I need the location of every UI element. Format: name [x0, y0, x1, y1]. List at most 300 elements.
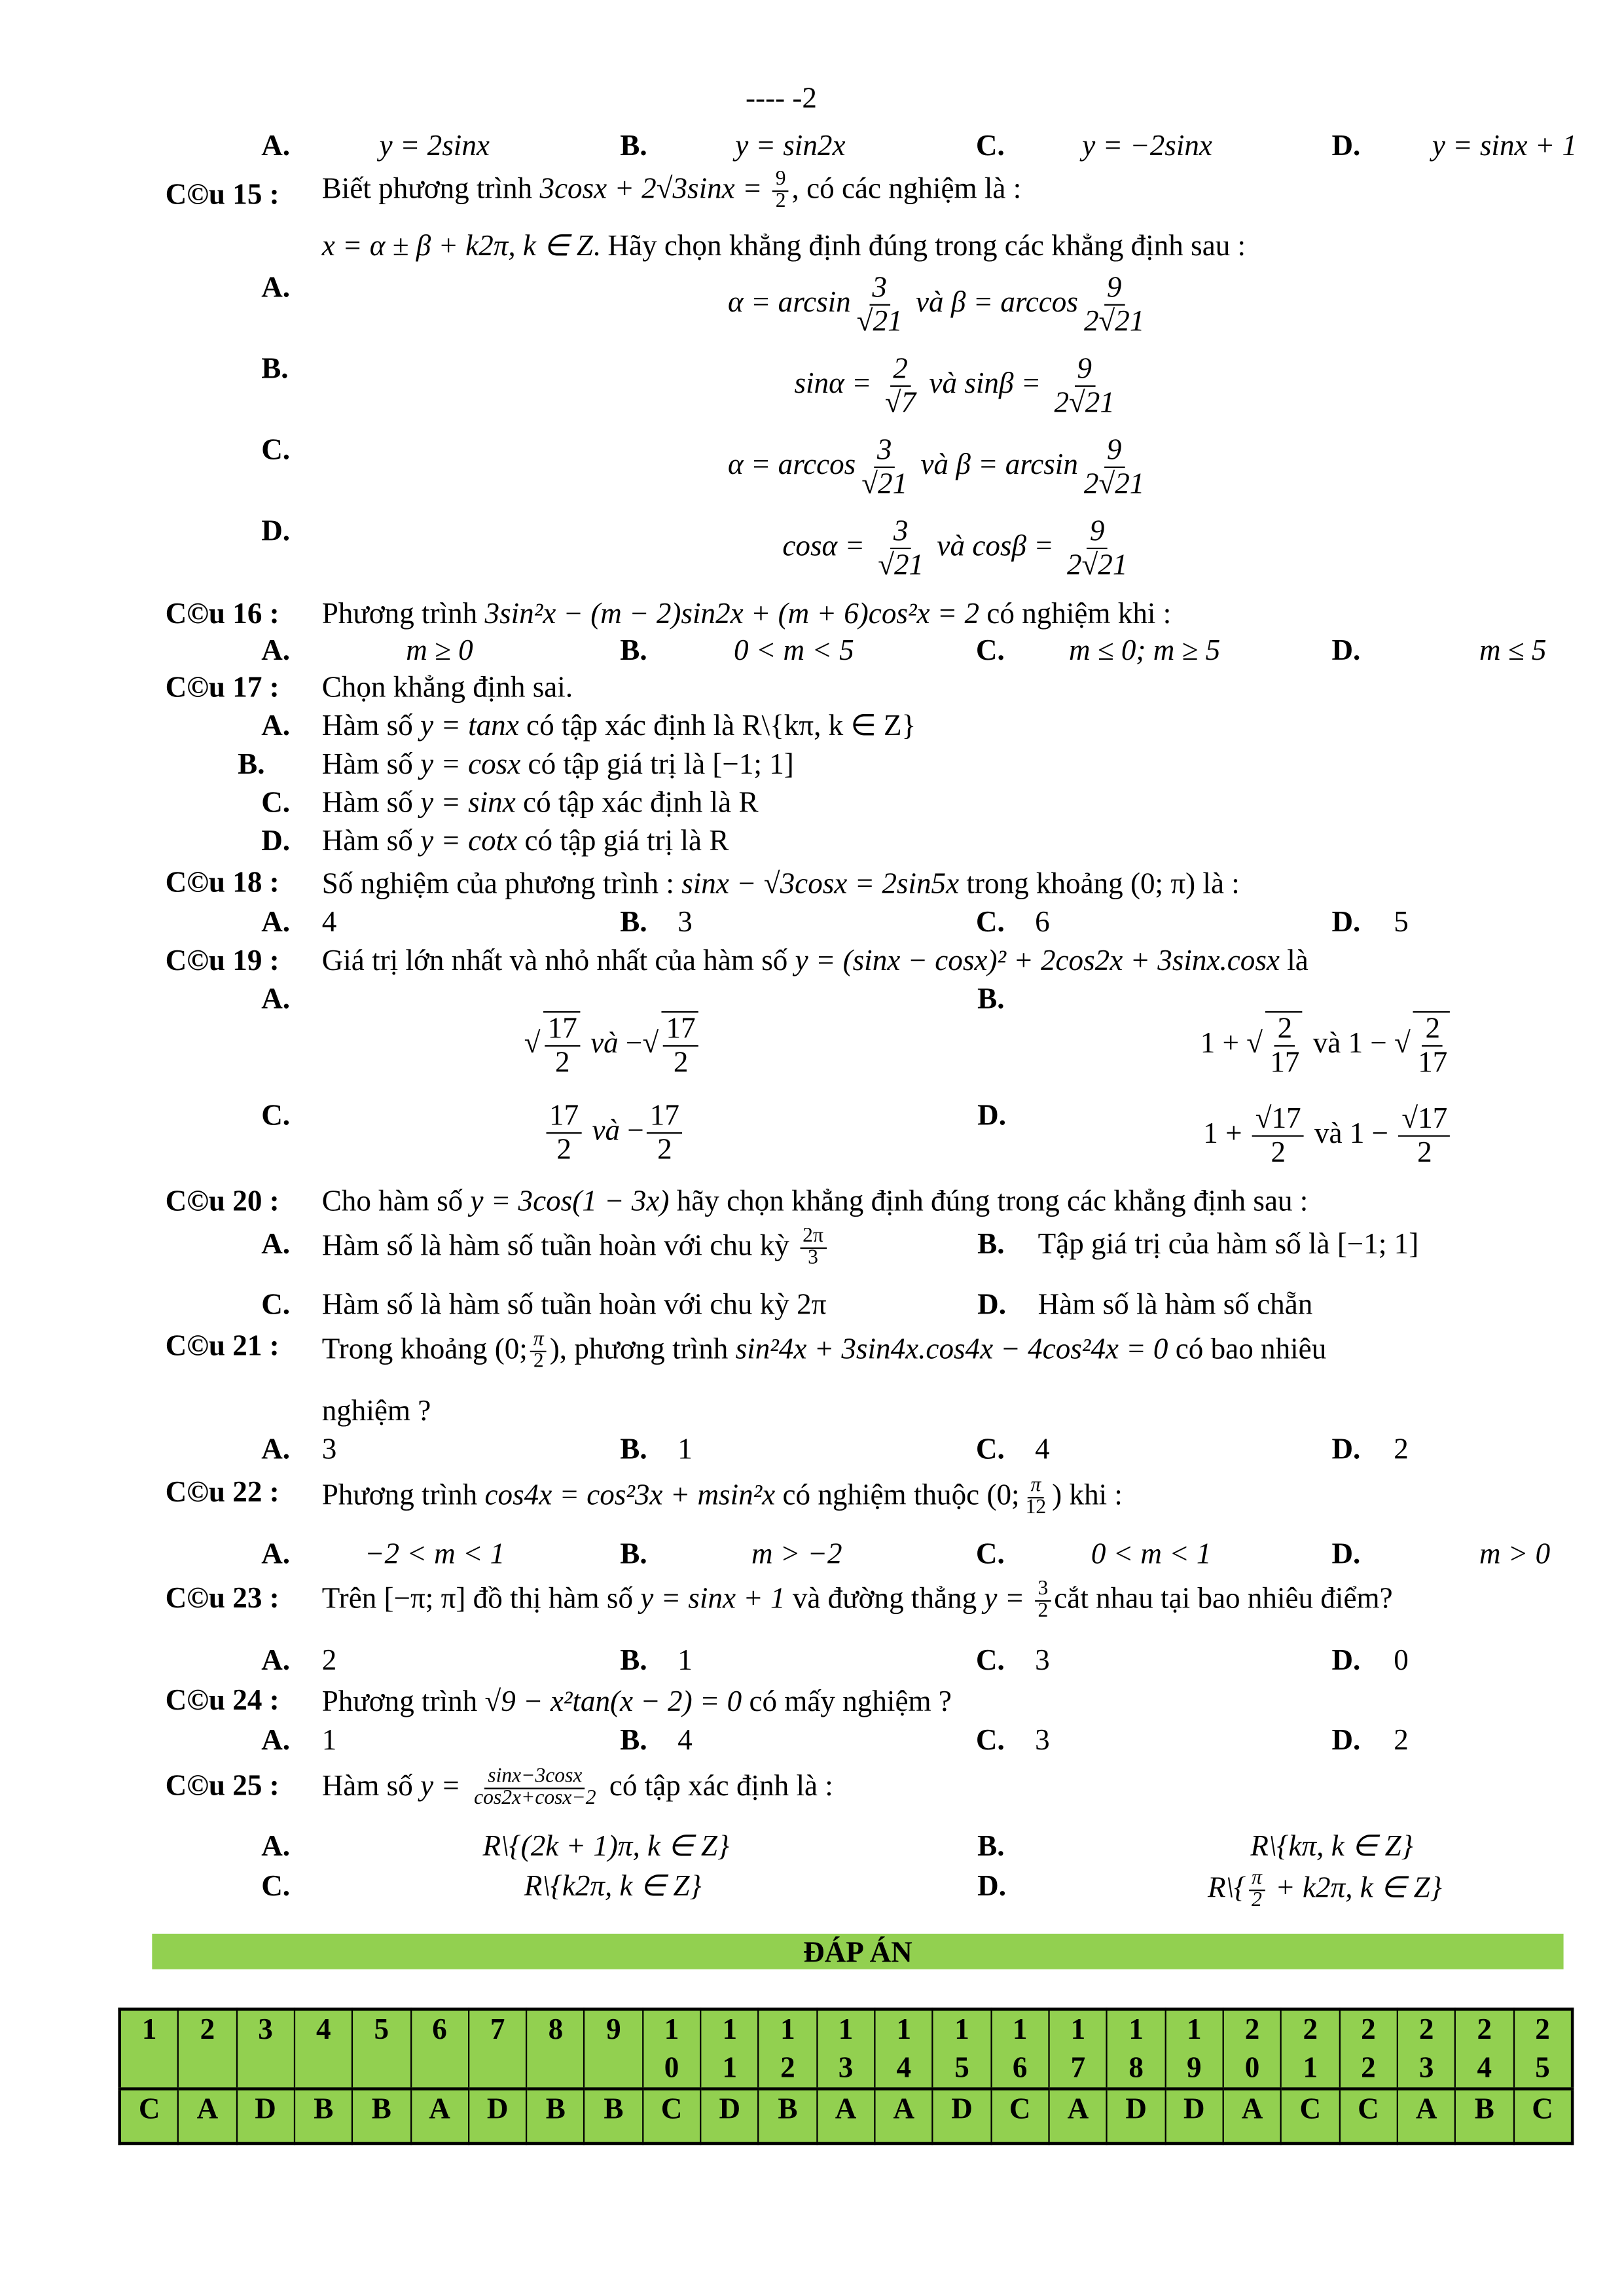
option-text: 2 — [1394, 1724, 1409, 1757]
option-label: C. — [975, 130, 1005, 163]
option-text: R\{(2k + 1)π, k ∈ Z} — [482, 1830, 730, 1863]
fraction — [471, 1767, 599, 1810]
numerator: 9 — [1087, 515, 1108, 549]
numerator: 3 — [869, 272, 890, 306]
option-label: A. — [261, 1830, 291, 1863]
question-label: C©u 25 : — [165, 1770, 280, 1803]
denominator: 2 — [1271, 1136, 1286, 1170]
answer-cell: B — [527, 2089, 585, 2144]
stem-text: , phương trình — [559, 1333, 736, 1366]
question-number-cell: 3 — [236, 2009, 295, 2089]
answer-key-title: ĐÁP ÁN — [152, 1934, 1563, 1969]
question-stem-line2 — [322, 230, 1246, 263]
formula-text: và — [585, 1115, 628, 1147]
formula-text: và — [922, 367, 965, 401]
numerator: 17 — [547, 1100, 582, 1134]
numerator: 2 — [1422, 1013, 1443, 1047]
formula-text: và — [908, 286, 951, 319]
question-stem — [322, 1477, 1123, 1519]
option-label: D. — [1331, 634, 1361, 668]
question-stem — [322, 1767, 833, 1810]
question-stem — [322, 1686, 952, 1719]
option-text: 1 — [321, 1724, 337, 1757]
option-label: A. — [261, 272, 291, 304]
question-label: C©u 18 : — [165, 866, 280, 899]
answer-cell: B — [295, 2089, 353, 2144]
question-label: C©u 16 : — [165, 598, 280, 631]
question-stem — [322, 598, 1172, 630]
option-text: 5 — [1394, 906, 1409, 939]
question-number-cell: 1 — [120, 2009, 179, 2089]
option-label: A. — [261, 906, 291, 939]
option-text: y = 2sinx — [379, 130, 490, 163]
option-label: C. — [261, 1100, 291, 1132]
question-number-cell: 8 — [527, 2009, 585, 2089]
option-label: C. — [975, 906, 1005, 939]
answer-cell: D — [700, 2089, 759, 2144]
option-label: C. — [975, 1644, 1005, 1677]
stem-math: ) — [1052, 1479, 1062, 1512]
denominator: 2 — [556, 1134, 571, 1166]
stem-math: y = 3cos(1 − 3x) — [470, 1185, 670, 1218]
answer-cell: B — [759, 2089, 817, 2144]
question-stem — [322, 868, 1240, 901]
numerator: sinx−3cosx — [485, 1767, 585, 1789]
denominator: 2√21 — [1083, 305, 1145, 338]
option-label: D. — [1331, 1538, 1361, 1571]
question-stem: Chọn khẳng định sai. — [321, 672, 573, 704]
answer-cell: C — [643, 2089, 701, 2144]
text: có tập giá trị là [−1; 1] — [520, 748, 794, 781]
option-a-formula: √ $\frac{17}{2}$ và −√ $\frac{17}{2}$ — [524, 1004, 702, 1084]
option-text: 4 — [1035, 1433, 1050, 1466]
formula-text: và — [583, 1027, 626, 1060]
option-text: m ≤ 5 — [1479, 634, 1547, 668]
option-label: D. — [1331, 906, 1361, 939]
option-label: A. — [261, 1538, 291, 1571]
option-text: 4 — [677, 1724, 693, 1757]
stem-text: Giá trị lớn nhất và nhỏ nhất của hàm số — [321, 944, 795, 978]
option-text: 1 — [677, 1644, 693, 1677]
option-text: 3 — [1035, 1724, 1050, 1757]
fraction — [772, 170, 789, 212]
denominator: 2√21 — [1083, 467, 1145, 501]
answer-cell: A — [1398, 2089, 1456, 2144]
stem-text: hãy chọn khẳng định đúng trong các khẳng định sau : — [669, 1185, 1308, 1218]
answer-cell: D — [469, 2089, 527, 2144]
numerator: 9 — [1104, 272, 1125, 306]
option-text — [322, 787, 759, 819]
fraction — [859, 434, 911, 500]
option-label: A. — [261, 709, 291, 743]
denominator: 2√21 — [1066, 549, 1128, 582]
question-stem — [322, 1185, 1308, 1218]
option-label: A. — [261, 1228, 291, 1261]
numerator: 3 — [1035, 1579, 1051, 1602]
fraction — [1051, 353, 1117, 419]
denominator: 2 — [1252, 1890, 1262, 1912]
option-text — [322, 825, 729, 858]
denominator: 2 — [673, 1047, 689, 1080]
option-label: A. — [261, 1644, 291, 1677]
stem-text: và đường thẳng — [785, 1583, 984, 1615]
formula-text: cosβ = — [972, 529, 1061, 563]
answer-cell: A — [875, 2089, 933, 2144]
question-stem — [322, 170, 1022, 212]
numerator: 2 — [890, 353, 911, 387]
question-label: C©u 23 : — [165, 1582, 280, 1615]
option-text: m > 0 — [1479, 1538, 1551, 1571]
question-number-cell: 1 3 — [817, 2009, 875, 2089]
question-number-cell: 2 4 — [1456, 2009, 1514, 2089]
option-d-formula — [782, 515, 1133, 581]
question-stem-line2: nghiệm ? — [321, 1395, 431, 1428]
answer-key-row — [120, 2089, 1572, 2144]
formula-text: và — [913, 448, 956, 482]
fraction — [547, 1100, 582, 1166]
denominator: 17 — [1418, 1047, 1448, 1080]
option-label: C. — [975, 1433, 1005, 1466]
numerator: π — [1028, 1477, 1044, 1499]
answer-cell: A — [179, 2089, 237, 2144]
option-text: R\{kπ, k ∈ Z} — [1250, 1830, 1413, 1863]
option-label: D. — [977, 1100, 1007, 1132]
stem-math: y = — [984, 1583, 1032, 1615]
fraction — [1081, 434, 1147, 500]
text: Hàm số là hàm số tuần hoàn với chu kỳ — [321, 1230, 797, 1263]
formula-text: β = arcsin — [956, 448, 1078, 482]
option-text — [322, 1227, 829, 1269]
numerator: 2 — [1274, 1013, 1295, 1047]
numerator: 2π — [800, 1227, 827, 1249]
question-number-cell: 1 1 — [700, 2009, 759, 2089]
formula-text: β = arccos — [950, 286, 1078, 319]
stem-text: . Hãy chọn khẳng định đúng trong các khẳng định sau : — [592, 230, 1246, 263]
option-label: C. — [261, 1870, 291, 1903]
question-stem — [322, 1579, 1393, 1622]
option-text: m ≥ 0 — [406, 634, 473, 668]
question-label: C©u 21 : — [165, 1330, 280, 1363]
text: Hàm số — [321, 825, 421, 858]
denominator: 12 — [1025, 1497, 1047, 1519]
stem-text: có bao nhiêu — [1168, 1333, 1327, 1366]
option-label: B. — [620, 1433, 647, 1466]
option-label: C. — [975, 1724, 1005, 1757]
question-number-cell: 1 6 — [991, 2009, 1049, 2089]
numerator: 17 — [647, 1100, 682, 1134]
option-label: B. — [977, 1830, 1005, 1863]
option-text: 3 — [321, 1433, 337, 1466]
stem-text: Phương trình — [321, 1685, 485, 1719]
text: + k2π, k ∈ Z} — [1268, 1872, 1442, 1905]
denominator: cos2x+cosx−2 — [474, 1787, 596, 1810]
option-label: B. — [620, 1644, 647, 1677]
fraction — [662, 1012, 698, 1080]
option-text: m > −2 — [751, 1538, 842, 1571]
stem-text: có nghiệm thuộc — [775, 1479, 987, 1512]
option-text: y = −2sinx — [1082, 130, 1212, 163]
question-number-cell: 2 0 — [1223, 2009, 1282, 2089]
numerator: 3 — [874, 434, 895, 468]
numerator: √17 — [1399, 1103, 1451, 1137]
denominator: √7 — [884, 386, 916, 420]
option-text: 0 — [1394, 1644, 1409, 1677]
stem-math: sin²4x + 3sin4x.cos4x − 4cos²4x = 0 — [735, 1333, 1168, 1366]
option-c-formula — [543, 1100, 685, 1166]
answer-cell: A — [1223, 2089, 1282, 2144]
option-text: Hàm số là hàm số tuần hoàn với chu kỳ 2π — [321, 1289, 827, 1321]
option-label: B. — [620, 634, 647, 668]
option-label: D. — [261, 515, 291, 548]
answer-cell: D — [236, 2089, 295, 2144]
math: y = sinx — [420, 787, 516, 819]
option-b-formula: 1 + √ $\frac{2}{17}$ và 1 − √ $\frac{2}{17}$ — [1200, 1004, 1454, 1084]
stem-math: y = sinx + 1 — [640, 1583, 785, 1615]
denominator: 2 — [775, 190, 786, 213]
numerator: 17 — [545, 1013, 580, 1047]
stem-math: 3cosx + 2√3sinx = — [539, 173, 770, 206]
option-label: D. — [261, 825, 291, 858]
option-label: B. — [261, 353, 289, 386]
text: có tập xác định là R — [515, 787, 759, 819]
text: Hàm số — [321, 748, 421, 781]
question-number-cell: 1 5 — [933, 2009, 991, 2089]
question-number-cell: 5 — [353, 2009, 411, 2089]
stem-math: (0; — [494, 1333, 528, 1366]
answer-cell: D — [933, 2089, 991, 2144]
stem-text: Phương trình — [321, 598, 485, 631]
question-number-cell: 2 3 — [1398, 2009, 1456, 2089]
question-number-cell: 2 — [179, 2009, 237, 2089]
fraction — [1249, 1869, 1265, 1911]
fraction — [1081, 272, 1147, 338]
formula-text: và 1 − — [1307, 1117, 1396, 1151]
option-label: C. — [975, 634, 1005, 668]
option-text: 0 < m < 5 — [733, 634, 854, 668]
denominator: √21 — [861, 467, 908, 501]
answer-cell: C — [1281, 2089, 1339, 2144]
fraction — [854, 272, 905, 338]
numerator: 9 — [1104, 434, 1125, 468]
option-label: A. — [261, 1724, 291, 1757]
option-text: Tập giá trị của hàm số là [−1; 1] — [1038, 1228, 1419, 1261]
fraction — [1399, 1103, 1451, 1169]
answer-cell: B — [1456, 2089, 1514, 2144]
question-label: C©u 17 : — [165, 672, 280, 704]
option-label: B. — [620, 906, 647, 939]
question-number-cell: 1 9 — [1165, 2009, 1223, 2089]
question-number-cell: 2 1 — [1281, 2009, 1339, 2089]
option-text — [322, 749, 794, 781]
numerator: π — [1249, 1869, 1265, 1891]
option-label: C. — [261, 1289, 291, 1321]
stem-text: Trên [−π; π] đồ thị hàm số — [321, 1583, 641, 1615]
answer-cell: C — [991, 2089, 1049, 2144]
question-number-cell: 9 — [585, 2009, 643, 2089]
answer-cell: B — [353, 2089, 411, 2144]
question-stem — [322, 945, 1308, 978]
answer-cell: A — [1049, 2089, 1108, 2144]
answer-cell: D — [1107, 2089, 1165, 2144]
option-label: D. — [977, 1870, 1007, 1903]
fraction — [1022, 1477, 1049, 1519]
option-d-formula — [1203, 1103, 1453, 1169]
option-text — [322, 710, 916, 743]
stem-text: Số nghiệm của phương trình : — [321, 868, 682, 901]
fraction — [1413, 1012, 1450, 1080]
denominator: √21 — [856, 305, 903, 338]
question-number-cell: 7 — [469, 2009, 527, 2089]
question-number-cell: 1 2 — [759, 2009, 817, 2089]
option-label: A. — [261, 1433, 291, 1466]
denominator: 17 — [1270, 1047, 1300, 1080]
stem-text: có tập xác định là : — [602, 1770, 833, 1803]
stem-math: cos4x = cos²3x + msin²x — [484, 1479, 776, 1512]
answer-cell: C — [1513, 2089, 1572, 2144]
stem-text: là — [1279, 944, 1308, 978]
option-label: B. — [977, 1228, 1005, 1261]
option-label: D. — [1331, 1724, 1361, 1757]
option-text: 0 < m < 1 — [1091, 1538, 1212, 1571]
option-text: 4 — [321, 906, 337, 939]
formula-text: − — [627, 1115, 644, 1147]
formula-text: và — [929, 529, 973, 563]
option-text: 2 — [321, 1644, 337, 1677]
option-text: y = sin2x — [735, 130, 846, 163]
fraction — [543, 1012, 580, 1080]
fraction — [647, 1100, 682, 1166]
stem-text: có mấy nghiệm ? — [742, 1685, 952, 1719]
numerator: π — [530, 1330, 547, 1352]
question-number-cell: 6 — [410, 2009, 469, 2089]
stem-text: Hàm số — [321, 1770, 421, 1803]
denominator: 2 — [1038, 1600, 1049, 1623]
fraction — [1064, 515, 1130, 581]
answer-cell: C — [120, 2089, 179, 2144]
option-b-formula — [794, 353, 1120, 419]
numerator: 17 — [663, 1013, 698, 1047]
question-stem — [322, 1330, 1327, 1372]
option-label: A. — [261, 130, 291, 163]
fraction — [530, 1330, 547, 1372]
text: R\{ — [1207, 1872, 1246, 1905]
numerator: 9 — [1074, 353, 1095, 387]
question-label: C©u 22 : — [165, 1476, 280, 1509]
formula-text: và 1 − — [1305, 1027, 1395, 1060]
math: y = tanx — [420, 709, 519, 743]
stem-text: Biết phương trình — [321, 173, 540, 206]
stem-text: trong khoảng (0; π) là : — [959, 868, 1240, 901]
denominator: 2 — [533, 1350, 544, 1373]
formula-text: α = arcsin — [727, 286, 851, 319]
question-number-cell: 2 5 — [1513, 2009, 1572, 2089]
numerator: 9 — [772, 170, 789, 192]
option-label: C. — [261, 434, 291, 467]
stem-math: (0; — [986, 1479, 1020, 1512]
option-text — [1208, 1869, 1442, 1911]
stem-text: khi : — [1062, 1479, 1123, 1512]
option-label: C. — [261, 787, 291, 819]
formula-text: sinβ = — [964, 367, 1049, 401]
formula-text: α = arccos — [727, 448, 856, 482]
option-text: 3 — [1035, 1644, 1050, 1677]
option-text: m ≤ 0; m ≥ 5 — [1068, 634, 1221, 668]
denominator: 2 — [657, 1134, 672, 1166]
fraction — [1035, 1579, 1051, 1622]
stem-text: có nghiệm khi : — [979, 598, 1172, 631]
option-label: B. — [238, 748, 265, 781]
answer-number-row — [120, 2009, 1572, 2089]
denominator: 3 — [808, 1247, 818, 1270]
question-label: C©u 20 : — [165, 1185, 280, 1218]
denominator: 2√21 — [1054, 386, 1115, 420]
option-text: y = sinx + 1 — [1432, 130, 1578, 163]
text: Hàm số — [321, 787, 421, 819]
answer-cell: C — [1339, 2089, 1398, 2144]
option-text: 6 — [1035, 906, 1050, 939]
option-label: B. — [620, 1724, 647, 1757]
option-text: −2 < m < 1 — [365, 1538, 505, 1571]
option-label: D. — [977, 1289, 1007, 1321]
text: có tập giá trị là R — [517, 825, 729, 858]
option-label: A. — [261, 983, 291, 1016]
stem-text: Phương trình — [321, 1479, 485, 1512]
fraction — [882, 353, 918, 419]
text: Hàm số — [321, 709, 421, 743]
formula-text: 1 + — [1200, 1027, 1247, 1060]
page-header: ---- -2 — [746, 82, 817, 115]
option-text: 1 — [677, 1433, 693, 1466]
stem-math: 3sin²x − (m − 2)sin2x + (m + 6)cos²x = 2 — [484, 598, 980, 631]
question-label: C©u 24 : — [165, 1684, 280, 1717]
stem-math: x = α ± β + k2π, k ∈ Z — [321, 230, 593, 263]
option-label: C. — [975, 1538, 1005, 1571]
option-label: D. — [1331, 130, 1361, 163]
stem-text: cắt nhau tại bao nhiêu điểm? — [1054, 1583, 1393, 1615]
text: có tập xác định là R\{kπ, k ∈ Z} — [518, 709, 916, 743]
question-label: C©u 15 : — [165, 178, 280, 211]
math: y = cotx — [420, 825, 518, 858]
denominator: √21 — [878, 549, 924, 582]
stem-text: Trong khoảng — [321, 1333, 495, 1366]
question-number-cell: 1 8 — [1107, 2009, 1165, 2089]
question-number-cell: 2 2 — [1339, 2009, 1398, 2089]
denominator: 2 — [1417, 1136, 1432, 1170]
stem-text: Cho hàm số — [321, 1185, 471, 1218]
numerator: 3 — [890, 515, 911, 549]
formula-text: sinα = — [794, 367, 879, 401]
option-label: A. — [261, 634, 291, 668]
answer-cell: A — [410, 2089, 469, 2144]
denominator: 2 — [555, 1047, 570, 1080]
fraction — [1252, 1103, 1304, 1169]
fraction — [1266, 1012, 1303, 1080]
formula-text: 1 + — [1203, 1117, 1250, 1151]
option-label: B. — [977, 983, 1005, 1016]
option-label: B. — [620, 130, 647, 163]
stem-math: sinx − √3cosx = 2sin5x — [681, 868, 960, 901]
question-number-cell: 1 4 — [875, 2009, 933, 2089]
formula-text: − — [626, 1027, 643, 1060]
stem-math: √9 − x²tan(x − 2) = 0 — [484, 1685, 742, 1719]
option-text: R\{k2π, k ∈ Z} — [524, 1870, 702, 1903]
stem-math: y = — [420, 1770, 469, 1803]
option-label: B. — [620, 1538, 647, 1571]
math: y = cosx — [420, 748, 521, 781]
stem-math: ) — [549, 1333, 560, 1366]
option-text: 3 — [677, 906, 693, 939]
stem-math: y = (sinx − cosx)² + 2cos2x + 3sinx.cosx — [795, 944, 1280, 978]
